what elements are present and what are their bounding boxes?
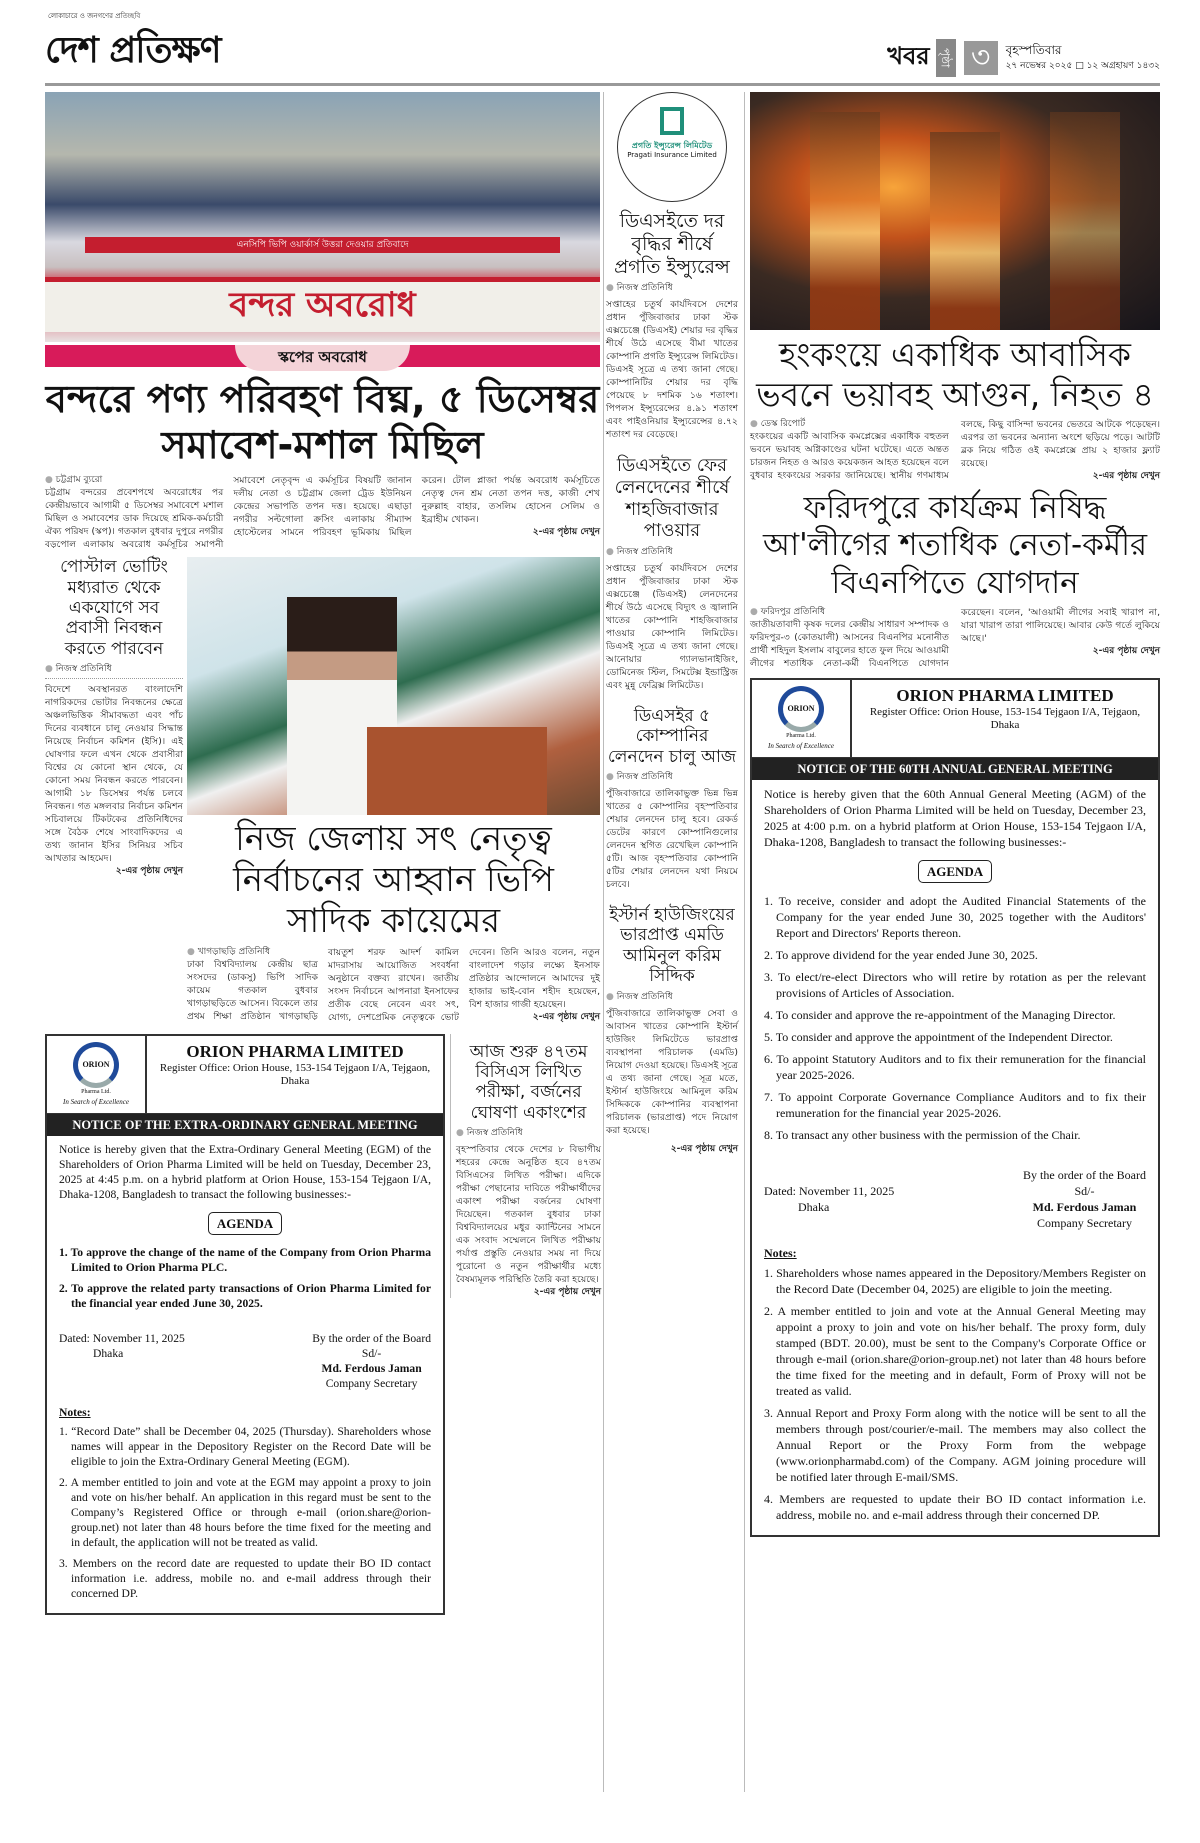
byline: ● খাগড়াছড়ি প্রতিনিধি: [187, 946, 318, 958]
designation: Company Secretary: [325, 1376, 418, 1390]
weekday: বৃহস্পতিবার: [1005, 43, 1062, 57]
issue-date: [1006, 42, 1160, 74]
company-address: Register Office: Orion House, 153-154 Tejgaon I/A, Tejgaon, Dhaka: [869, 705, 1141, 731]
rally-photo: [45, 92, 600, 342]
kicker-bar: [45, 345, 600, 367]
article-body: জাতীয়তাবাদী কৃষক দলের কেন্দ্রীয় সাধারণ সম্পাদক ও ফরিদপুর-৩ (কোতয়ালী) আসনের বিএনপির মনোনীত প্রার্থী শহিদুল ইসলাম বাবুলের হাতে ফুল দিয়ে আওয়ামী লীগের শতাধিক নেতা-কর্মী বিএনপিতে যোগদান করেছেন। বলেন, 'আওয়ামী লীগের সবাই খারাপ না, যারা খারাপ তারা পালিয়েছে। আবার কেউ গর্তে লুকিয়ে আছে।': [750, 606, 1160, 669]
sd: Sd/-: [361, 1346, 382, 1360]
photo-strip: এনসিপি ভিপি ওয়ার্কার্স উত্তরা দেওয়ার প্রতিবাদে: [85, 237, 560, 253]
newspaper-logo: দেশ প্রতিক্ষণ: [45, 29, 221, 71]
agenda-item: 2. To approve dividend for the year ended June 30, 2025.: [764, 947, 1038, 962]
continued-link[interactable]: ২-এর পৃষ্ঠায় দেখুন: [533, 1287, 601, 1298]
continued-link[interactable]: ২-এর পৃষ্ঠায় দেখুন: [115, 866, 183, 877]
sadik-article: [187, 946, 600, 1024]
byline: ● নিজস্ব প্রতিনিধি: [606, 771, 738, 783]
agenda-item: 4. To consider and approve the re-appointment of the Managing Director.: [764, 1007, 1116, 1022]
agenda-label: AGENDA: [918, 860, 992, 883]
agenda-item: 3. To elect/re-elect Directors who will retire by rotation as per the relevant provisions of Articles of Association.: [764, 969, 1146, 1000]
hongkong-article: [750, 418, 1160, 482]
kicker: স্কপের অবরোধ: [235, 345, 410, 371]
section-name: খবর: [887, 42, 930, 70]
right-region: [750, 92, 1160, 1537]
faridpur-article: [750, 606, 1160, 670]
lead-article: [45, 474, 600, 551]
note-item: 2. A member entitled to join and vote at the Annual General Meeting may appoint a proxy to join and vote on his/her behalf. The proxy form, duly stamped (BDT. 20.00), must be sent to the Company's Corporate Office or through e-mail (orion.share@orion-group.net) not later than 48 hours before the time fixed for the meeting and in default, Form of Proxy will not be treated as valid.: [764, 1303, 1146, 1398]
note-item: 3. Members on the record date are requested to update their BO ID contact information i.e. address, mobile no. and e-mail address through their concerned DP.: [59, 1556, 431, 1600]
article-body: পুঁজিবাজারে তালিকাভুক্ত সেবা ও আবাসন খাতের কোম্পানি ইস্টার্ন হাউজিং লিমিটেডে ভারপ্রাপ্ত ব্যবস্থাপনা পরিচালক (এমডি) নিয়োগ দেওয়া হয়েছে। ডিএসই সূত্রে এ তথ্য জানা গেছে। সূত্র মতে, ইস্টার্ন হাউজিংয়ে আমিনুল করিম সিদ্দিককে কোম্পানির ব্যবস্থাপনা পরিচালক (ভারপ্রাপ্ত) পদে নিয়োগ করা হয়েছে।: [606, 1007, 738, 1136]
pragati-logo: [617, 92, 727, 202]
logo-bn: প্রগতি ইন্স্যুরেন্স লিমিটেড: [631, 141, 713, 150]
pragati-headline: ডিএসইতে দর বৃদ্ধির শীর্ষে প্রগতি ইন্স্যুরেন্স: [614, 210, 730, 278]
masthead-tagline: লোকাচারে ও জনগণের প্রতিচ্ছবি: [48, 12, 141, 20]
agenda-item: 8. To transact any other business with the permission of the Chair.: [764, 1127, 1081, 1142]
logo-tagline: In Search of Excellence: [767, 741, 834, 750]
notes-label: Notes:: [59, 1405, 91, 1419]
place: Dhaka: [93, 1346, 124, 1360]
company-name: ORION PHARMA LIMITED: [186, 1041, 404, 1061]
bcs-headline: আজ শুরু ৪৭তম বিসিএস লিখিত পরীক্ষা, বর্জনের ঘোষণা একাংশের: [469, 1041, 588, 1123]
order: By the order of the Board: [312, 1331, 431, 1345]
logo-sub: Pharma Ltd.: [81, 1088, 111, 1095]
note-item: 1. “Record Date” shall be December 04, 2025 (Thursday). Shareholders whose names will appear in the Depository Register on the Record Date will be eligible to join the Extra-Ordinary General Meeting (EGM).: [59, 1424, 431, 1468]
dated: Dated: November 11, 2025: [59, 1331, 185, 1345]
page-number: ৩: [962, 39, 1000, 77]
continued-link[interactable]: ২-এর পৃষ্ঠায় দেখুন: [532, 1011, 600, 1022]
byline: ● ডেস্ক রিপোর্ট: [750, 418, 949, 430]
article-body: সপ্তাহের চতুর্থ কার্যদিবসে দেশের প্রধান পুঁজিবাজার ঢাকা স্টক এক্সচেঞ্জে (ডিএসই) শেয়ার দর বৃদ্ধির শীর্ষে উঠে এসেছে বীমা খাতের কোম্পানি প্রগতি ইন্স্যুরেন্স লিমিটেড। ডিএসই সূত্রে এ তথ্য জানা গেছে। কোম্পানিটির শেয়ার দর বৃদ্ধি পেয়েছে ৮ দশমিক ১৬ শতাংশ। পিপলস ইন্স্যুরেন্সের ৪.৯১ শতাংশ এবং পাইওনিয়ার ইন্স্যুরেন্সের ৪.৭২ শতাংশ দর বেড়েছে।: [606, 299, 738, 441]
article-body: বৃহস্পতিবার থেকে দেশের ৮ বিভাগীয় শহরের কেন্দ্রে অনুষ্ঠিত হবে ৪৭তম বিসিএসের লিখিত পরীক্ষা। এদিকে পরীক্ষা পেছানোর দাবিতে পরীক্ষার্থীদের একাংশ পরীক্ষা বর্জনের ঘোষণা দিয়েছেন। গতকাল বুধবার ঢাকা বিশ্ববিদ্যালয়ের মধুর ক্যান্টিনের সামনে এক সংবাদ সম্মেলনে লিখিত পরীক্ষায় পর্যাপ্ত প্রস্তুতি নেওয়ার সময় না দিয়ে পুরোনো ও নতুন পরীক্ষার্থীর মধ্যে বৈষম্যমূলক পরিস্থিতি তৈরি করা হয়েছে।: [456, 1144, 601, 1286]
company-address: Register Office: Orion House, 153-154 Tejgaon I/A, Tejgaon, Dhaka: [159, 1061, 431, 1087]
byline: ● ফরিদপুর প্রতিনিধি: [750, 606, 949, 618]
postal-article: [45, 557, 183, 877]
notice-title: NOTICE OF THE EXTRA-ORDINARY GENERAL MEETING: [47, 1114, 443, 1136]
sadik-photo: [187, 557, 600, 815]
bottom-row: [45, 1034, 600, 1615]
notice-title: NOTICE OF THE 60TH ANNUAL GENERAL MEETING: [752, 758, 1158, 780]
note-item: 2. A member entitled to join and vote at the EGM may appoint a proxy to join and vote on his/her behalf. An application in this regard must be sent to the Company’s Registered Office or through e-mail (orion.share@orion-group.net) not later than 48 hours before the time fixed for the meeting and in default, the application will not be treated as valid.: [59, 1475, 431, 1549]
pragati-mark-icon: [660, 107, 684, 135]
continued-link[interactable]: ২-এর পৃষ্ঠায় দেখুন: [670, 1143, 738, 1154]
agm-notice: [750, 678, 1160, 1537]
dated: Dated: November 11, 2025: [764, 1183, 895, 1198]
page-label: পৃষ্ঠা: [936, 39, 956, 77]
logo-sub: Pharma Ltd.: [786, 732, 816, 739]
agenda-item: 6. To appoint Statutory Auditors and to fix their remuneration for the financial year 2025-2026.: [764, 1051, 1146, 1082]
photo-banner: বন্দর অবরোধ: [45, 277, 600, 332]
logo-en: Pragati Insurance Limited: [627, 151, 717, 159]
place: Dhaka: [798, 1199, 830, 1214]
faridpur-headline: ফরিদপুরে কার্যক্রম নিষিদ্ধ আ'লীগের শতাধিক নেতা-কর্মীর বিএনপিতে যোগদান: [762, 490, 1148, 601]
hongkong-headline: হংকংয়ে একাধিক আবাসিক ভবনে ভয়াবহ আগুন, নিহত ৪: [756, 335, 1154, 414]
byline: ● নিজস্ব প্রতিনিধি: [606, 991, 738, 1003]
article-body: সপ্তাহের চতুর্থ কার্যদিবসে দেশের প্রধান পুঁজিবাজার ঢাকা স্টক এক্সচেঞ্জে (ডিএসই) লেনদেনের শীর্ষে উঠে এসেছে বিদ্যুৎ ও জ্বালানি খাতের কোম্পানি শাহজিবাজার পাওয়ার কোম্পানি লিমিটেড। ডিএসই সূত্রে এ তথ্য জানা গেছে। আনোয়ার গ্যালভানাইজিং, ডোমিনেজ স্টিল, সিমটেক্স ইন্ডাস্ট্রিজ এবং মুন্নু ফেব্রিক্স লিমিটেড।: [606, 562, 738, 691]
notice-intro: Notice is hereby given that the 60th Annual General Meeting (AGM) of the Shareholders of Orion Pharma Limited will be held on Tuesday, December 23, 2025 at 4:00 p.m. on a hybrid platform at Orion House, 153-154 Tejgaon I/A, Dhaka-1208, Bangladesh to transact the following businesses:-: [764, 786, 1146, 849]
agenda-label: AGENDA: [208, 1212, 282, 1235]
agenda-item: 7. To appoint Corporate Governance Compliance Auditors and to fix their remuneration for the financial year 2025-2026.: [764, 1089, 1146, 1120]
article-body: চট্টগ্রাম বন্দরের প্রবেশপথে অবরোধের পর কেন্দ্রীয়ভাবে আগামী ৫ ডিসেম্বর সমাবেশে মশাল মিছিল ও সমাবেশের ডাক দিয়েছে শ্রমিক-কর্মচারী ঐক্য পরিষদ (স্কপ)। গতকাল বুধবার দুপুরে নগরীর বড়পোল এলাকায় অবরোধ কর্মসূচির সমাপনী সমাবেশে নেতৃবৃন্দ এ কর্মসূচির বিষয়টি জানান দলীয় নেতা ও চট্টগ্রাম জেলা ট্রেড ইউনিয়ন কেন্দ্রের সভাপতি তপন দত্ত। হয়েছে। এছাড়া নগরীর সল্টগোলা ক্রসিং এলাকায় সীম্যান্স হোস্টেলের সামনে পরিবহণ ভূমিকায় মিছিল করেন। টোল প্লাজা পর্যন্ত অবরোধ কর্মসূচিতে নেতৃত্ব দেন শ্রম নেতা তপন দত্ত, কাজী শেখ নুরুল্লাহ বাহার, তসলিম হোসেন সেলিম ও ইব্রাহীম খোকন।: [45, 475, 600, 551]
note-item: 3. Annual Report and Proxy Form along with the notice will be sent to all the members through post/courier/e-mail. The members may also collect the Annual Report or the Proxy Form from the webpage (www.orionpharmabd.com) of the Company. AGM joining procedure will be notified later through E-mail/SMS.: [764, 1405, 1146, 1484]
orion-logo: [47, 1036, 147, 1113]
left-region: [45, 92, 600, 1615]
continued-link[interactable]: ২-এর পৃষ্ঠায় দেখুন: [532, 527, 600, 538]
eastern-headline: ইস্টার্ন হাউজিংয়ের ভারপ্রাপ্ত এমডি আমিনুল করিম সিদ্দিক: [609, 904, 735, 987]
note-item: 4. Members are requested to update their BO ID contact information i.e. address, mobile no. and e-mail address through their concerned DP.: [764, 1491, 1146, 1522]
agenda-item: 1. To receive, consider and adopt the Audited Financial Statements of the Company for the year ended June 30, 2025 together with the Auditors' Report and Directors' Reports thereon.: [764, 893, 1146, 940]
article-body: পুঁজিবাজারে তালিকাভুক্ত ভিন্ন ভিন্ন খাতের ৫ কোম্পানির বৃহস্পতিবার শেয়ার লেনদেন চালু হবে। রেকর্ড ডেটের কারণে কোম্পানিগুলোর লেনদেন স্থগিত রেখেছিল কোম্পানি ৫টি। আজ বৃহস্পতিবার কোম্পানি ৫টির শেয়ার লেনদেন যথা নিয়মে চলবে।: [606, 787, 738, 890]
date-line: ২৭ নভেম্বর ২০২৫ □ ১২ অগ্রহায়ণ ১৪৩২: [1005, 61, 1160, 71]
logo-tagline: In Search of Excellence: [62, 1097, 129, 1106]
company-name: ORION PHARMA LIMITED: [896, 685, 1114, 705]
fire-photo: [750, 92, 1160, 330]
article-body: বিদেশে অবস্থানরত বাংলাদেশি নাগরিকদের ভোটার নিবন্ধনের ক্ষেত্রে অঞ্চলভিত্তিক সীমাবদ্ধতা এবং পাঁচ দিনের ব্যবধানে চালু নেওয়ার সিদ্ধান্ত নিয়েছে নির্বাচন কমিশন (ইসি)। এই ঘোষণার ফলে এখন থেকে প্রবাসীরা বিশ্বের যে কোনো স্থান থেকে, যে কোনো সময় নিবন্ধন করতে পারবেন। আগামী ১৮ ডিসেম্বর পর্যন্ত চলবে নিবন্ধন। গত মঙ্গলবার নির্বাচন কমিশন সচিবালয়ে টিকটকের প্রতিনিধিদের সঙ্গে বৈঠক শেষে সাংবাদিকদের এ তথ্য জানান ইসির সিনিয়র সচিব আখতার আহমেদ।: [45, 684, 183, 865]
egm-notice: [45, 1034, 445, 1615]
article-body: হংকংয়ের একটি আবাসিক কমপ্লেক্সের একাধিক বহুতল ভবনে ভয়াবহ অগ্নিকাণ্ডের ঘটনা ঘটেছে। এতে অন্তত চারজন নিহত ও আরও কয়েকজন আহত হয়েছেন বলে বুধবার হংকংয়ের সরকার জানিয়েছে। স্থানীয় গণমাধ্যম বলছে, কিছু বাসিন্দা ভবনের ভেতরে আটকে পড়েছেন। এরপর তা ভবনের অন্যান্য অংশে ছড়িয়ে পড়ে। আটটি ব্লক নিয়ে গঠিত ওই কমপ্লেক্সে প্রায় ২ হাজার ফ্ল্যাট রয়েছে।: [750, 419, 1160, 482]
sd: Sd/-: [1074, 1183, 1095, 1198]
orion-logo: [752, 680, 852, 757]
signatory: Md. Ferdous Jaman: [321, 1361, 422, 1375]
article-body: ঢাকা বিশ্ববিদ্যালয় কেন্দ্রীয় ছাত্র সংসদের (ডাকসু) ভিপি সাদিক কায়েম গতকাল বুধবার খাগড়াছড়িতে আসেন। বিকেলে তার প্রথম শিক্ষা প্রতিষ্ঠান খাগড়াছড়ি বায়তুশ শরফ আদর্শ কামিল মাদরাসায় আয়োজিত সংবর্ধনা অনুষ্ঠানে বক্তব্য রাখেন। জাতীয় সংসদ নির্বাচনে আপনারা ইনসাফের প্রতীক বেছে নেবেন এবং সৎ, যোগ্য, দেশপ্রেমিক নেতৃত্বকে ভোট দেবেন। তিনি আরও বলেন, নতুন বাংলাদেশ গড়ার লক্ষ্যে ইনসাফ প্রতিষ্ঠার আন্দোলনে আমাদের দুই হাজার ভাই-বোন শহীদ হয়েছেন, বিশ হাজার গাজী হয়েছেন।: [187, 946, 600, 1023]
postal-headline: পোস্টাল ভোটিং মধ্যরাত থেকে একযোগে সব প্রবাসী নিবন্ধন করতে পারবেন: [60, 557, 168, 659]
continued-link[interactable]: ২-এর পৃষ্ঠায় দেখুন: [1092, 645, 1160, 656]
column-divider: [744, 92, 745, 1792]
sadik-block: [187, 557, 600, 1023]
orion-logo-icon: ORION: [73, 1042, 119, 1088]
column-divider: [603, 92, 604, 1792]
orion-logo-icon: ORION: [778, 686, 824, 732]
byline: ● নিজস্ব প্রতিনিধি: [606, 546, 738, 558]
byline: ● নিজস্ব প্রতিনিধি: [45, 663, 183, 679]
bcs-article: [450, 1034, 601, 1299]
middle-row: [45, 557, 600, 1023]
masthead-divider: [45, 83, 1160, 86]
continued-link[interactable]: ২-এর পৃষ্ঠায় দেখুন: [1092, 471, 1160, 482]
notice-intro: Notice is hereby given that the Extra-Ordinary General Meeting (EGM) of the Shareholders of Orion Pharma Limited will be held on Tuesday, December 23, 2025 at 4:45 p.m. on a hybrid platform at Orion House, 153-154 Tejgaon I/A, Dhaka-1208, Bangladesh to transact the following businesses:-: [59, 1142, 431, 1201]
sadik-headline: নিজ জেলায় সৎ নেতৃত্ব নির্বাচনের আহ্বান ভিপি সাদিক কায়েমের: [233, 819, 554, 941]
lead-headline: বন্দরে পণ্য পরিবহণ বিঘ্ন, ৫ ডিসেম্বর সমাবেশ-মশাল মিছিল: [45, 377, 600, 467]
signatory: Md. Ferdous Jaman: [1032, 1199, 1137, 1214]
byline: ● নিজস্ব প্রতিনিধি: [606, 282, 738, 294]
page-info: [887, 38, 1160, 78]
byline: ● চট্টগ্রাম ব্যুরো: [45, 474, 223, 486]
notes-label: Notes:: [764, 1245, 797, 1260]
agenda-item: 2. To approve the related party transactions of Orion Pharma Limited for the financial year ended June 30, 2025.: [59, 1281, 431, 1310]
byline: ● নিজস্ব প্রতিনিধি: [456, 1127, 601, 1139]
agenda-item: 5. To consider and approve the appointment of the Independent Director.: [764, 1029, 1113, 1044]
shahjibazar-headline: ডিএসইতে ফের লেনদেনের শীর্ষে শাহজিবাজার পাওয়ার: [614, 455, 730, 542]
designation: Company Secretary: [1037, 1215, 1132, 1230]
dse5-headline: ডিএসইর ৫ কোম্পানির লেনদেন চালু আজ: [607, 705, 737, 767]
note-item: 1. Shareholders whose names appeared in the Depository/Members Register on the Record Date (December 04, 2025) are eligible to join the meeting.: [764, 1265, 1146, 1296]
center-region: [606, 92, 738, 1155]
order: By the order of the Board: [1023, 1167, 1146, 1182]
agenda-item: 1. To approve the change of the name of the Company from Orion Pharma Limited to Orion Pharma PLC.: [59, 1245, 431, 1274]
